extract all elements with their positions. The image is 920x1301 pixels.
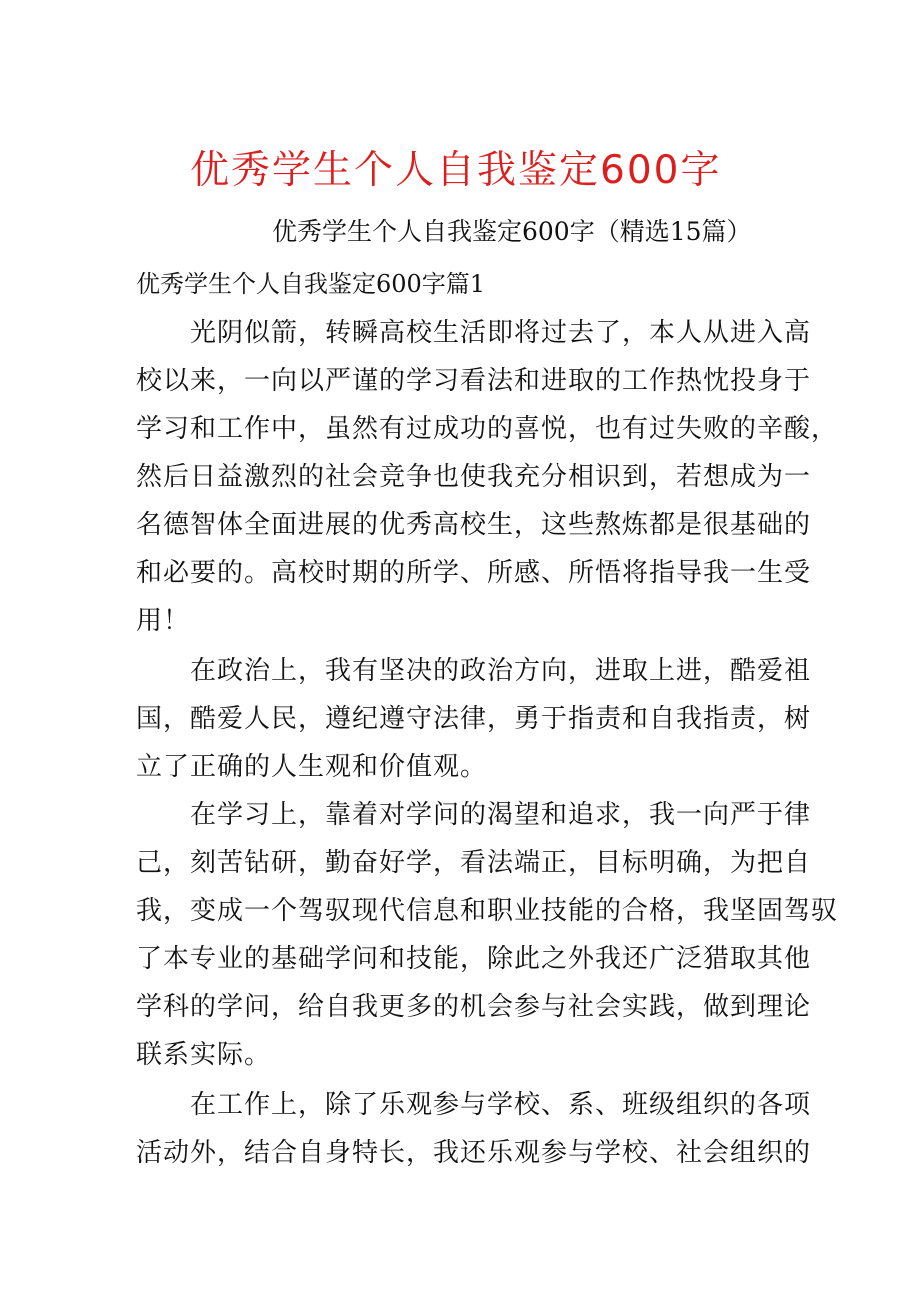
- body-line: 和必要的。高校时期的所学、所感、所悟将指导我一生受: [136, 558, 812, 588]
- body-line: 在学习上，靠着对学问的渴望和追求，我一向严于律: [190, 800, 812, 830]
- body-line: 活动外，结合自身特长，我还乐观参与学校、社会组织的: [136, 1138, 812, 1168]
- section-heading: 优秀学生个人自我鉴定600字篇1: [136, 270, 486, 298]
- body-line: 国，酷爱人民，遵纪遵守法律，勇于指责和自我指责，树: [136, 704, 812, 734]
- body-line: 联系实际。: [136, 1040, 272, 1070]
- body-line: 己，刻苦钻研，勤奋好学，看法端正，目标明确，为把自: [136, 848, 812, 878]
- body-line: 用！: [136, 606, 191, 636]
- document-title: 优秀学生个人自我鉴定600字: [190, 148, 722, 193]
- body-line: 在政治上，我有坚决的政治方向，进取上进，酷爱祖: [190, 656, 812, 686]
- body-line: 学习和工作中，虽然有过成功的喜悦，也有过失败的辛酸，: [136, 414, 839, 444]
- body-line: 光阴似箭，转瞬高校生活即将过去了，本人从进入高: [190, 318, 812, 348]
- body-line: 然后日益激烈的社会竞争也使我充分相识到，若想成为一: [136, 462, 812, 492]
- body-line: 学科的学问，给自我更多的机会参与社会实践，做到理论: [136, 992, 812, 1022]
- body-line: 立了正确的人生观和价值观。: [136, 752, 488, 782]
- body-line: 校以来，一向以严谨的学习看法和进取的工作热忱投身于: [136, 366, 812, 396]
- body-line: 名德智体全面进展的优秀高校生，这些熬炼都是很基础的: [136, 510, 812, 540]
- document-subtitle: 优秀学生个人自我鉴定600字（精选15篇）: [272, 217, 752, 246]
- body-line: 了本专业的基础学问和技能，除此之外我还广泛猎取其他: [136, 944, 812, 974]
- body-line: 在工作上，除了乐观参与学校、系、班级组织的各项: [190, 1090, 812, 1120]
- body-line: 我，变成一个驾驭现代信息和职业技能的合格，我坚固驾驭: [136, 896, 839, 926]
